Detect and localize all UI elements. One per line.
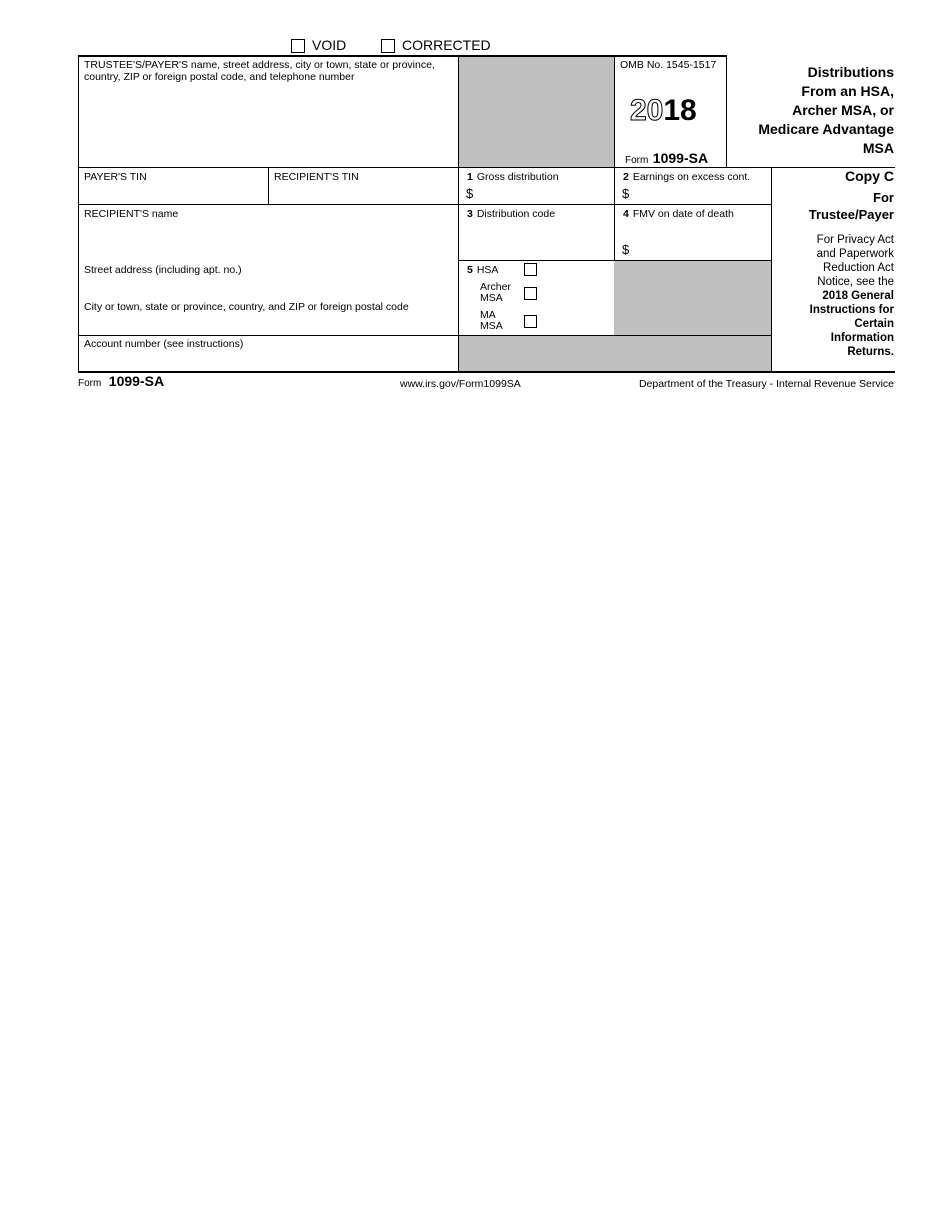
form-title-line1: Distributions [807, 64, 894, 80]
box5-hsa-label: HSA [476, 264, 499, 276]
notice-line7: Certain [854, 318, 894, 330]
row-line-2 [78, 204, 771, 205]
notice-line6: Instructions for [809, 304, 894, 316]
box3-label-text: Distribution code [476, 208, 556, 220]
payer-tin-label: PAYER'S TIN [84, 171, 147, 183]
box2-label [623, 171, 750, 183]
row-line-3 [459, 260, 771, 261]
form-title-line4: Medicare Advantage [758, 121, 894, 137]
box4-dollar: $ [622, 242, 630, 257]
notice-line1: For Privacy Act [816, 234, 894, 246]
payer-name-field[interactable] [80, 86, 456, 164]
shaded-area-top [459, 56, 614, 167]
box5-ma-label [480, 310, 503, 332]
ma-line1: MA [480, 309, 496, 321]
box4-number: 4 [623, 208, 629, 220]
void-label: VOID [312, 37, 347, 53]
gross-distribution-field[interactable] [478, 184, 612, 202]
notice-line4: Notice, see the [817, 276, 894, 288]
form-title-line3: Archer MSA, or [792, 102, 894, 118]
col-divider-1 [458, 55, 459, 372]
box4-label-text: FMV on date of death [632, 208, 734, 220]
tax-year-bold: 18 [663, 94, 697, 127]
copy-for: For [873, 190, 894, 205]
box2-dollar: $ [622, 186, 630, 201]
account-number-label: Account number (see instructions) [84, 338, 244, 350]
box1-dollar: $ [466, 186, 474, 201]
void-checkbox[interactable] [291, 39, 305, 53]
tin-divider [268, 167, 269, 204]
archer-line2: MSA [480, 292, 503, 304]
street-address-field[interactable] [80, 277, 456, 297]
ma-line2: MSA [480, 320, 503, 332]
notice-line2: and Paperwork [816, 248, 894, 260]
col-divider-2 [614, 55, 615, 261]
bottom-border [78, 371, 895, 373]
recipient-name-field[interactable] [80, 222, 456, 258]
recipient-tin-field[interactable] [270, 184, 456, 202]
ma-msa-checkbox[interactable] [524, 315, 537, 328]
corrected-checkbox[interactable] [381, 39, 395, 53]
footer-form-number: 1099-SA [108, 373, 165, 389]
account-number-field[interactable] [80, 351, 456, 370]
copy-recipient: Trustee/Payer [808, 207, 894, 222]
footer-form-id [78, 373, 164, 391]
notice-line5: 2018 General [822, 290, 894, 302]
box3-number: 3 [467, 208, 473, 220]
archer-msa-checkbox[interactable] [524, 287, 537, 300]
payer-name-label: TRUSTEE'S/PAYER'S name, street address, city or town, state or province, country, ZIP or foreign postal code, and telephone number [84, 59, 435, 83]
copy-panel [773, 168, 894, 359]
tax-year-outline: 20 [630, 94, 664, 127]
footer-department: Department of the Treasury - Internal Revenue Service [638, 378, 894, 390]
form-title-line5: MSA [862, 140, 894, 156]
street-address-label: Street address (including apt. no.) [84, 264, 242, 276]
shaded-area-box5 [614, 261, 771, 335]
form-title [728, 63, 894, 158]
recipient-tin-label: RECIPIENT'S TIN [274, 171, 359, 183]
copy-divider [771, 167, 772, 372]
shaded-area-bottom [459, 335, 771, 372]
omb-right-border [726, 55, 727, 167]
corrected-label: CORRECTED [402, 37, 491, 53]
box5-archer-label [480, 282, 511, 304]
payer-tin-field[interactable] [80, 184, 266, 202]
fmv-date-of-death-field[interactable] [634, 238, 768, 258]
omb-form-number: 1099-SA [652, 150, 709, 166]
city-state-field[interactable] [80, 314, 456, 333]
box3-label [467, 208, 555, 220]
box4-label [623, 208, 734, 220]
box1-number: 1 [467, 171, 473, 183]
copy-title: Copy C [845, 168, 894, 184]
notice-line9: Returns. [847, 346, 894, 358]
city-state-label: City or town, state or province, country, and ZIP or foreign postal code [84, 301, 409, 313]
form-title-line2: From an HSA, [801, 83, 894, 99]
recipient-name-label: RECIPIENT'S name [84, 208, 179, 220]
distribution-code-field[interactable] [462, 222, 612, 258]
omb-form-id [625, 150, 708, 168]
hsa-checkbox[interactable] [524, 263, 537, 276]
footer-url: www.irs.gov/Form1099SA [400, 378, 521, 390]
earnings-excess-field[interactable] [634, 184, 768, 202]
box2-label-text: Earnings on excess cont. [632, 171, 751, 183]
omb-form-prefix: Form [625, 155, 649, 166]
archer-line1: Archer [480, 281, 511, 293]
box5-number: 5 [467, 264, 473, 276]
box5-label [467, 264, 498, 276]
box1-label [467, 171, 559, 183]
box1-label-text: Gross distribution [476, 171, 559, 183]
notice-line8: Information [830, 332, 894, 344]
footer-form-prefix: Form [78, 378, 102, 389]
box2-number: 2 [623, 171, 629, 183]
top-border [78, 55, 726, 57]
notice-line3: Reduction Act [823, 262, 894, 274]
tax-year [630, 94, 697, 128]
left-border [78, 55, 79, 372]
row-line-4 [78, 335, 771, 336]
omb-number: OMB No. 1545-1517 [620, 59, 717, 71]
